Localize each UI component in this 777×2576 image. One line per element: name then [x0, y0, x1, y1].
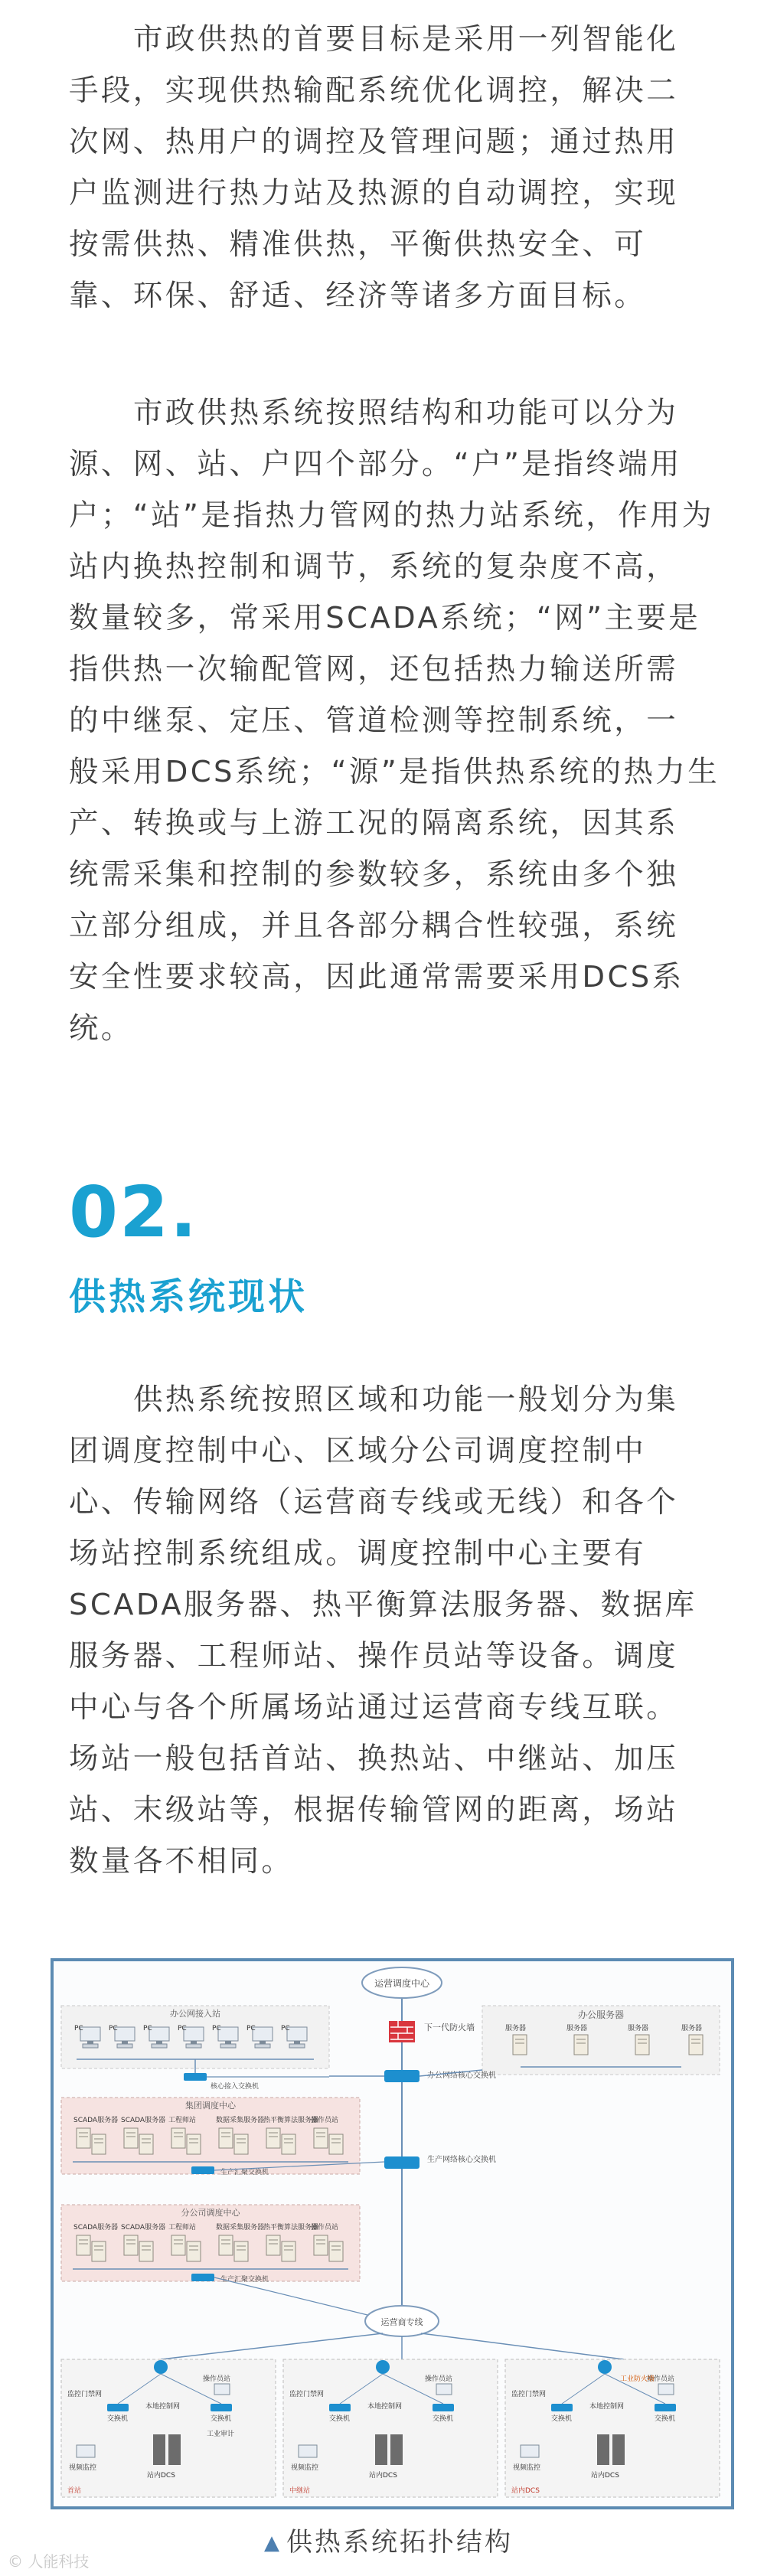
paragraph-line: 源、网、站、户四个部分。“户”是指终端用	[69, 447, 682, 482]
paragraph-line: 统需采集和控制的参数较多，系统由多个独	[69, 857, 679, 892]
dispatch-device-label: 热平衡算法服务器	[263, 2117, 319, 2124]
paragraph-line: 指供热一次输配管网，还包括热力输送所需	[69, 652, 679, 687]
paragraph-line: 的中继泵、定压、管道检测等控制系统，一	[69, 704, 679, 738]
server-icon	[219, 2235, 233, 2255]
server-icon	[92, 2241, 106, 2261]
paragraph-line: 般采用DCS系统；“源”是指供热系统的热力生	[69, 755, 720, 789]
paragraph-line: 安全性要求较高，因此通常需要采用DCS系	[69, 960, 684, 994]
station-row	[61, 2359, 720, 2497]
server-icon	[124, 2235, 138, 2255]
svg-text:本地控制网: 本地控制网	[589, 2403, 625, 2411]
svg-text:交换机: 交换机	[655, 2415, 676, 2423]
paragraph-line: 按需供热、精准供热，平衡供热安全、可	[69, 227, 647, 262]
server-icon	[77, 2128, 90, 2148]
svg-text:监控门禁网: 监控门禁网	[289, 2391, 325, 2398]
paragraph-structure	[69, 387, 720, 1054]
server-icon	[187, 2241, 201, 2261]
office-core-switch-label: 办公网络核心交换机	[427, 2072, 496, 2080]
carrier-cloud-icon	[365, 2306, 439, 2336]
paragraph-line: 市政供热系统按照结构和功能可以分为	[133, 396, 679, 430]
svg-text:PC: PC	[109, 2025, 118, 2032]
server-icon	[139, 2134, 153, 2154]
paragraph-line: 立部分组成，并且各部分耦合性较强，系统	[69, 909, 679, 943]
server-icon	[234, 2134, 248, 2154]
server-icon	[171, 2235, 185, 2255]
dispatch-center-label: 集团调度中心	[185, 2101, 236, 2111]
server-icon	[314, 2128, 328, 2148]
dispatch-device-label: 工程师站	[168, 2117, 197, 2124]
paragraph-line: 产、转换或与上游工况的隔离系统，因其系	[69, 806, 679, 841]
prod-agg-switch-label: 生产汇聚交换机	[220, 2169, 269, 2176]
office-server-label: 办公服务器	[577, 2010, 625, 2020]
svg-text:操作员站: 操作员站	[203, 2375, 231, 2383]
paragraph-line: 场站一般包括首站、换热站、中继站、加压	[69, 1742, 679, 1776]
svg-text:操作员站: 操作员站	[425, 2375, 453, 2383]
access-switch-label-1: 核心接入交换机	[211, 2083, 260, 2091]
svg-text:PC: PC	[143, 2025, 152, 2032]
svg-text:交换机: 交换机	[211, 2415, 232, 2423]
svg-text:监控门禁网: 监控门禁网	[511, 2391, 547, 2398]
paragraph-line: 团调度控制中心、区域分公司调度控制中	[69, 1434, 647, 1468]
prod-core-switch-label: 生产网络核心交换机	[427, 2156, 496, 2164]
cloud-top-label: 运营调度中心	[374, 1978, 430, 1989]
server-icon	[266, 2128, 280, 2148]
caption-text: 供热系统拓扑结构	[286, 2527, 513, 2558]
svg-text:服务器: 服务器	[681, 2025, 703, 2032]
carrier-line-label: 运营商专线	[380, 2317, 423, 2327]
server-icon	[124, 2128, 138, 2148]
svg-text:交换机: 交换机	[433, 2415, 454, 2423]
paragraph-line: 手段，实现供热输配系统优化调控，解决二	[69, 73, 679, 108]
svg-text:中继站: 中继站	[289, 2487, 311, 2495]
branch-device-label: 数据采集服务器	[216, 2224, 265, 2232]
svg-text:工业防火墙: 工业防火墙	[620, 2375, 655, 2383]
paragraph-line: SCADA服务器、热平衡算法服务器、数据库	[69, 1588, 697, 1622]
svg-text:站内DCS: 站内DCS	[511, 2487, 540, 2495]
firewall-label: 下一代防火墙	[424, 2023, 475, 2032]
paragraph-line: 靠、环保、舒适、经济等诸多方面目标。	[69, 279, 647, 313]
svg-text:操作员站: 操作员站	[647, 2375, 675, 2383]
station-zone	[283, 2359, 498, 2497]
paragraph-line: 统。	[69, 1011, 133, 1046]
svg-text:交换机: 交换机	[551, 2415, 573, 2423]
svg-text:PC: PC	[178, 2025, 187, 2032]
server-icon	[282, 2134, 295, 2154]
dispatch-device-label: 数据采集服务器	[216, 2117, 265, 2124]
branch-device-label: 工程师站	[168, 2224, 197, 2232]
paragraph-line: 户监测进行热力站及热源的自动调控，实现	[69, 176, 679, 211]
dispatch-device-label: 操作员站	[311, 2117, 339, 2124]
svg-text:服务器: 服务器	[566, 2025, 588, 2032]
paragraph-line: 数量各不相同。	[69, 1844, 294, 1879]
firewall-icon	[389, 2021, 475, 2042]
branch-agg-switch-label: 生产汇聚交换机	[220, 2276, 269, 2284]
svg-text:站内DCS: 站内DCS	[147, 2472, 175, 2480]
svg-text:视频监控: 视频监控	[291, 2464, 319, 2472]
station-zone	[505, 2359, 720, 2497]
paragraph-line: 市政供热的首要目标是采用一列智能化	[133, 22, 679, 57]
svg-text:本地控制网: 本地控制网	[145, 2403, 181, 2411]
svg-text:PC: PC	[281, 2025, 290, 2032]
station-zone	[61, 2359, 276, 2497]
section-number: 02.	[69, 1171, 198, 1253]
server-icon	[219, 2128, 233, 2148]
topology-diagram	[51, 1958, 734, 2509]
prod-core-switch-icon	[384, 2154, 496, 2169]
paragraph-line: 站内换热控制和调节，系统的复杂度不高，	[69, 550, 679, 584]
server-icon	[329, 2134, 343, 2154]
branch-center-label: 分公司调度中心	[181, 2208, 240, 2218]
paragraph-line: 供热系统按照区域和功能一般划分为集	[133, 1383, 679, 1417]
svg-text:站内DCS: 站内DCS	[369, 2472, 397, 2480]
svg-text:监控门禁网: 监控门禁网	[67, 2391, 103, 2398]
figure-caption	[0, 2521, 777, 2558]
paragraph-line: 中心与各个所属场站通过运营商专线互联。	[69, 1690, 679, 1725]
server-icon	[187, 2134, 201, 2154]
server-icon	[92, 2134, 106, 2154]
svg-text:服务器: 服务器	[628, 2025, 649, 2032]
branch-device-label: SCADA服务器	[73, 2224, 119, 2232]
server-icon	[77, 2235, 90, 2255]
server-icon	[234, 2241, 248, 2261]
office-core-switch-icon	[384, 2070, 496, 2082]
paragraph-line: 户；“站”是指热力管网的热力站系统，作用为	[69, 498, 714, 533]
paragraph-line: 站、末级站等，根据传输管网的距离，场站	[69, 1793, 679, 1827]
dispatch-device-label: SCADA服务器	[121, 2117, 166, 2124]
paragraph-line: 次网、热用户的调控及管理问题；通过热用	[69, 125, 679, 159]
branch-device-label: 操作员站	[311, 2224, 339, 2232]
topology-svg	[54, 1961, 731, 2506]
watermark: © 人能科技	[8, 2552, 90, 2571]
paragraph-goals	[69, 14, 712, 322]
svg-text:视频监控: 视频监控	[513, 2464, 541, 2472]
svg-text:PC: PC	[74, 2025, 83, 2032]
office-pc-label: 办公网接入站	[170, 2009, 220, 2019]
server-icon	[329, 2241, 343, 2261]
svg-text:PC: PC	[246, 2025, 256, 2032]
svg-text:服务器: 服务器	[505, 2025, 527, 2032]
server-icon	[266, 2235, 280, 2255]
paragraph-line: 服务器、工程师站、操作员站等设备。调度	[69, 1639, 679, 1673]
paragraph-line: 场站控制系统组成。调度控制中心主要有	[69, 1536, 647, 1571]
svg-text:PC: PC	[212, 2025, 221, 2032]
server-icon	[282, 2241, 295, 2261]
svg-text:交换机: 交换机	[329, 2415, 351, 2423]
paragraph-line: 数量较多，常采用SCADA系统；“网”主要是	[69, 601, 701, 635]
paragraph-status	[69, 1374, 712, 1887]
svg-text:首站: 首站	[67, 2487, 82, 2495]
caption-marker: ▲	[264, 2532, 282, 2555]
svg-text:交换机: 交换机	[107, 2415, 129, 2423]
cloud-top-icon	[362, 1967, 442, 1998]
section-title: 供热系统现状	[69, 1275, 309, 1318]
paragraph-line: 心、传输网络（运营商专线或无线）和各个	[69, 1485, 679, 1520]
server-icon	[139, 2241, 153, 2261]
dispatch-device-label: SCADA服务器	[73, 2117, 119, 2124]
server-icon	[314, 2235, 328, 2255]
branch-device-label: 热平衡算法服务器	[263, 2224, 319, 2232]
branch-device-label: SCADA服务器	[121, 2224, 166, 2232]
svg-text:视频监控: 视频监控	[69, 2464, 97, 2472]
svg-text:工业审计: 工业审计	[207, 2431, 235, 2438]
svg-text:站内DCS: 站内DCS	[591, 2472, 619, 2480]
server-icon	[171, 2128, 185, 2148]
svg-text:本地控制网: 本地控制网	[367, 2403, 403, 2411]
